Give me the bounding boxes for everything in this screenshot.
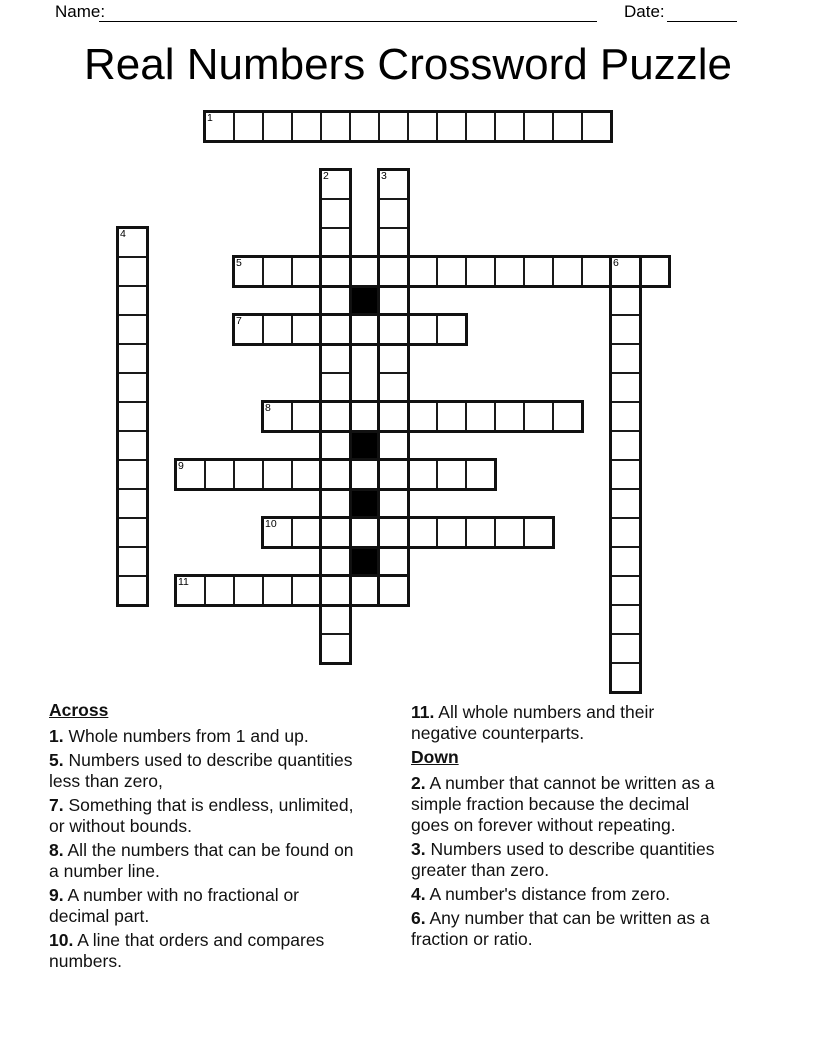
grid-cell[interactable] — [117, 575, 148, 606]
grid-cell[interactable] — [320, 575, 351, 606]
grid-cell[interactable] — [552, 256, 583, 287]
grid-cell[interactable] — [233, 575, 264, 606]
grid-cell[interactable] — [117, 285, 148, 316]
across-clues-column — [49, 700, 355, 975]
grid-cell[interactable] — [378, 256, 409, 287]
grid-cell[interactable] — [436, 111, 467, 142]
clue-number: 6. — [411, 908, 426, 928]
grid-cell[interactable] — [291, 256, 322, 287]
cell-number: 5 — [236, 257, 242, 269]
clue-number: 11. — [411, 702, 435, 722]
grid-cell[interactable] — [320, 372, 351, 403]
grid-cell[interactable] — [117, 546, 148, 577]
grid-cell[interactable] — [378, 198, 409, 229]
grid-cell[interactable] — [378, 227, 409, 258]
clue-number: 9. — [49, 885, 64, 905]
grid-cell[interactable] — [262, 459, 293, 490]
grid-cell[interactable] — [610, 314, 641, 345]
cell-number: 7 — [236, 315, 242, 327]
grid-cell[interactable] — [436, 517, 467, 548]
clue-item — [49, 840, 355, 882]
grid-cell[interactable] — [291, 314, 322, 345]
grid-cell[interactable] — [320, 633, 351, 664]
grid-cell[interactable] — [320, 517, 351, 548]
grid-cell[interactable] — [581, 256, 612, 287]
grid-cell[interactable] — [262, 517, 293, 548]
grid-cell[interactable] — [610, 285, 641, 316]
grid-cell[interactable] — [320, 459, 351, 490]
grid-cell[interactable] — [378, 169, 409, 200]
grid-cell[interactable] — [407, 314, 438, 345]
grid-cell[interactable] — [436, 256, 467, 287]
clue-number: 10. — [49, 930, 74, 950]
grid-cell[interactable] — [436, 401, 467, 432]
grid-cell[interactable] — [262, 401, 293, 432]
clue-item — [49, 795, 355, 837]
grid-cell[interactable] — [465, 517, 496, 548]
grid-cell[interactable] — [378, 111, 409, 142]
clue-item — [411, 773, 723, 836]
grid-cell[interactable] — [320, 169, 351, 200]
cell-number: 3 — [381, 170, 387, 182]
grid-cell[interactable] — [262, 575, 293, 606]
grid-cell[interactable] — [320, 285, 351, 316]
grid-cell[interactable] — [117, 314, 148, 345]
grid-cell[interactable] — [233, 111, 264, 142]
grid-cell[interactable] — [204, 111, 235, 142]
clue-text: Something that is endless, unlimited, or without bounds. — [49, 795, 354, 836]
grid-cell[interactable] — [436, 314, 467, 345]
grid-cell[interactable] — [349, 314, 380, 345]
grid-cell[interactable] — [320, 546, 351, 577]
grid-cell[interactable] — [523, 111, 554, 142]
grid-cell[interactable] — [378, 343, 409, 374]
cell-number: 9 — [178, 460, 184, 472]
grid-cell[interactable] — [175, 459, 206, 490]
grid-cell[interactable] — [204, 575, 235, 606]
grid-cell[interactable] — [610, 546, 641, 577]
clue-text: A number's distance from zero. — [425, 884, 671, 904]
grid-cell[interactable] — [117, 517, 148, 548]
grid-cell[interactable] — [262, 314, 293, 345]
grid-cell[interactable] — [233, 459, 264, 490]
page-title: Real Numbers Crossword Puzzle — [84, 40, 732, 89]
grid-cell[interactable] — [291, 517, 322, 548]
grid-cell[interactable] — [552, 111, 583, 142]
grid-cell[interactable] — [378, 459, 409, 490]
grid-cell[interactable] — [117, 372, 148, 403]
clue-text: All the numbers that can be found on a number line. — [49, 840, 354, 881]
grid-cell[interactable] — [610, 662, 641, 693]
clue-number: 1. — [49, 726, 64, 746]
grid-cell[interactable] — [378, 517, 409, 548]
grid-cell[interactable] — [204, 459, 235, 490]
clue-number: 2. — [411, 773, 426, 793]
grid-cell[interactable] — [639, 256, 670, 287]
clue-number: 4. — [411, 884, 426, 904]
black-cell — [349, 285, 380, 316]
grid-cell[interactable] — [349, 575, 380, 606]
clue-text: Any number that can be written as a fraction or ratio. — [411, 908, 710, 949]
grid-cell[interactable] — [407, 459, 438, 490]
down-clues-column — [411, 702, 723, 953]
date-label: Date: — [624, 2, 665, 21]
grid-cell[interactable] — [523, 517, 554, 548]
grid-cell[interactable] — [320, 430, 351, 461]
grid-cell[interactable] — [610, 372, 641, 403]
grid-cell[interactable] — [494, 401, 525, 432]
cell-number: 2 — [323, 170, 329, 182]
grid-cell[interactable] — [378, 575, 409, 606]
clue-text: Numbers used to describe quantities less than zero, — [49, 750, 353, 791]
grid-cell[interactable] — [407, 256, 438, 287]
grid-cell[interactable] — [610, 604, 641, 635]
grid-cell[interactable] — [610, 488, 641, 519]
name-label: Name: — [55, 2, 106, 21]
grid-cell[interactable] — [494, 517, 525, 548]
grid-cell[interactable] — [552, 401, 583, 432]
grid-cell[interactable] — [610, 343, 641, 374]
grid-cell[interactable] — [494, 111, 525, 142]
grid-cell[interactable] — [465, 111, 496, 142]
grid-cell[interactable] — [523, 256, 554, 287]
clue-item — [49, 726, 355, 747]
grid-cell[interactable] — [610, 256, 641, 287]
clue-item — [49, 930, 355, 972]
grid-cell[interactable] — [117, 488, 148, 519]
grid-cell[interactable] — [320, 198, 351, 229]
black-cell — [349, 546, 380, 577]
clue-number: 7. — [49, 795, 64, 815]
grid-cell[interactable] — [349, 459, 380, 490]
grid-cell[interactable] — [465, 401, 496, 432]
grid-cell[interactable] — [378, 546, 409, 577]
clue-text: A line that orders and compares numbers. — [49, 930, 325, 971]
grid-cell[interactable] — [378, 488, 409, 519]
cell-number: 1 — [207, 112, 213, 124]
grid-cell[interactable] — [320, 227, 351, 258]
grid-cell[interactable] — [117, 430, 148, 461]
grid-cell[interactable] — [610, 401, 641, 432]
grid-cell[interactable] — [349, 111, 380, 142]
grid-cell[interactable] — [610, 575, 641, 606]
grid-cell[interactable] — [262, 111, 293, 142]
grid-cell[interactable] — [320, 314, 351, 345]
clue-item — [49, 885, 355, 927]
grid-cell[interactable] — [291, 401, 322, 432]
clue-text: Whole numbers from 1 and up. — [63, 726, 309, 746]
cell-number: 11 — [178, 576, 189, 588]
grid-cell[interactable] — [407, 401, 438, 432]
clue-text: All whole numbers and their negative counterparts. — [411, 702, 655, 743]
grid-cell[interactable] — [494, 256, 525, 287]
grid-cell[interactable] — [610, 633, 641, 664]
cell-number: 6 — [613, 257, 619, 269]
grid-cell[interactable] — [378, 372, 409, 403]
clue-number: 5. — [49, 750, 64, 770]
grid-cell[interactable] — [349, 401, 380, 432]
clue-item — [411, 884, 723, 905]
grid-cell[interactable] — [291, 459, 322, 490]
grid-cell[interactable] — [378, 430, 409, 461]
grid-cell[interactable] — [320, 343, 351, 374]
grid-cell[interactable] — [378, 314, 409, 345]
cell-number: 4 — [120, 228, 126, 240]
clue-item — [411, 839, 723, 881]
grid-cell[interactable] — [291, 575, 322, 606]
grid-cell[interactable] — [349, 256, 380, 287]
grid-cell[interactable] — [320, 256, 351, 287]
grid-cell[interactable] — [117, 459, 148, 490]
grid-cell[interactable] — [610, 430, 641, 461]
clue-text: Numbers used to describe quantities greater than zero. — [411, 839, 715, 880]
grid-cell[interactable] — [465, 256, 496, 287]
grid-cell[interactable] — [320, 111, 351, 142]
down-header: Down — [411, 747, 459, 767]
clue-text: A number with no fractional or decimal part. — [49, 885, 300, 926]
cell-number: 8 — [265, 402, 271, 414]
grid-cell[interactable] — [320, 488, 351, 519]
grid-cell[interactable] — [117, 401, 148, 432]
clue-item — [49, 750, 355, 792]
black-cell — [349, 488, 380, 519]
grid-cell[interactable] — [407, 517, 438, 548]
grid-cell[interactable] — [175, 575, 206, 606]
grid-cell[interactable] — [291, 111, 322, 142]
grid-cell[interactable] — [233, 256, 264, 287]
grid-cell[interactable] — [117, 256, 148, 287]
grid-cell[interactable] — [436, 459, 467, 490]
grid-cell[interactable] — [233, 314, 264, 345]
grid-cell[interactable] — [320, 401, 351, 432]
across-header: Across — [49, 700, 109, 720]
grid-cell[interactable] — [378, 401, 409, 432]
cell-number: 10 — [265, 518, 277, 530]
grid-cell[interactable] — [523, 401, 554, 432]
grid-cell[interactable] — [378, 285, 409, 316]
clue-item — [411, 908, 723, 950]
grid-cell[interactable] — [349, 517, 380, 548]
grid-cell[interactable] — [320, 604, 351, 635]
clue-number: 8. — [49, 840, 64, 860]
grid-cell[interactable] — [610, 517, 641, 548]
grid-cell[interactable] — [117, 227, 148, 258]
grid-cell[interactable] — [465, 459, 496, 490]
black-cell — [349, 430, 380, 461]
clue-item — [411, 702, 723, 744]
clue-number: 3. — [411, 839, 426, 859]
grid-cell[interactable] — [262, 256, 293, 287]
grid-cell[interactable] — [610, 459, 641, 490]
grid-cell[interactable] — [117, 343, 148, 374]
clue-text: A number that cannot be written as a simple fraction because the decimal goes on forever without repeating. — [411, 773, 715, 835]
grid-cell[interactable] — [407, 111, 438, 142]
grid-cell[interactable] — [581, 111, 612, 142]
